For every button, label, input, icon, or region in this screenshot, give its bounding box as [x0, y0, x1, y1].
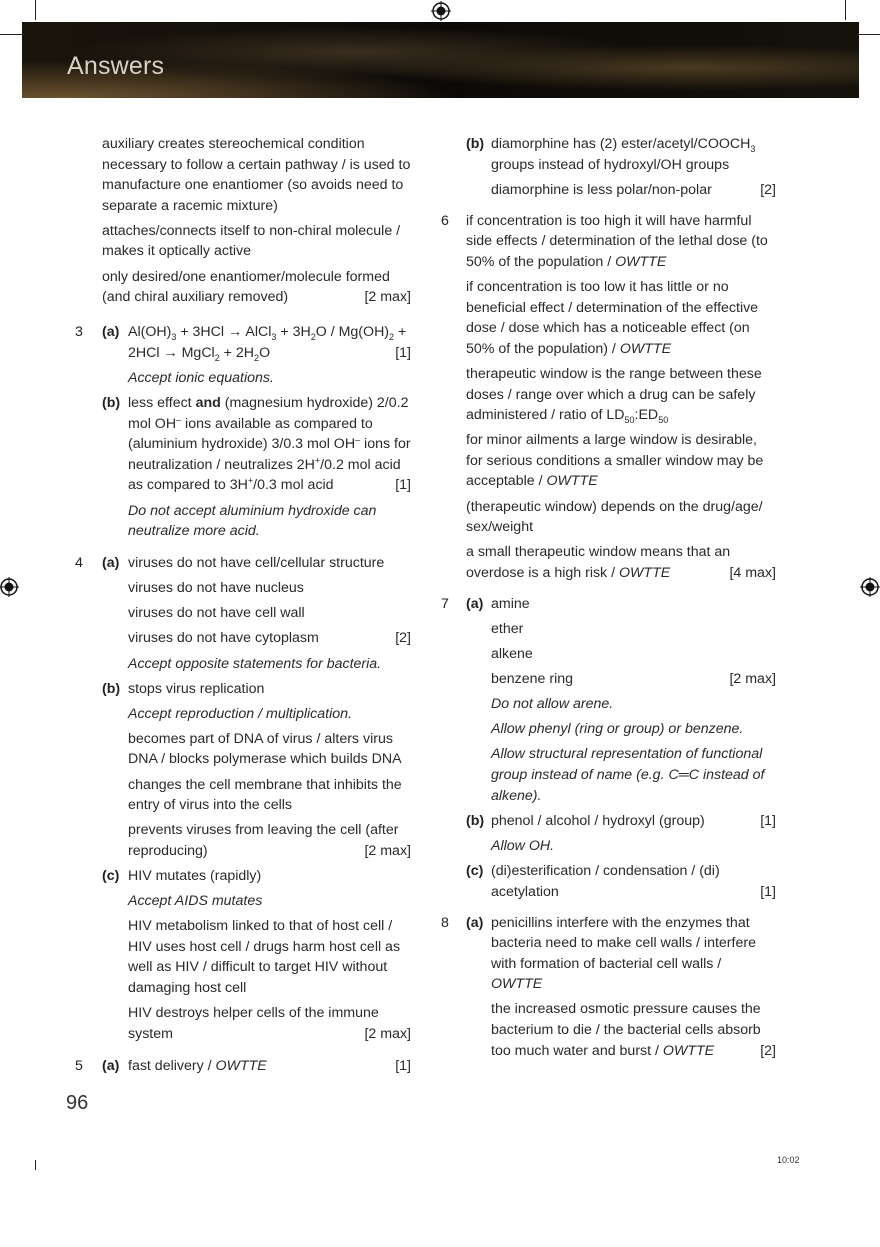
question-number: 8	[441, 914, 449, 931]
answer-item	[466, 180, 776, 201]
answer-text	[491, 861, 776, 902]
answer-item	[102, 820, 411, 861]
answer-note	[466, 694, 776, 715]
mark-label: [1]	[760, 883, 776, 900]
answer-item	[102, 866, 411, 887]
answer-item	[102, 1003, 411, 1044]
text-span: HIV destroys helper cells of the immune system	[128, 1004, 379, 1042]
italic-text: OWTTE	[546, 473, 598, 490]
text-span: ions available as compared to (aluminium hydroxide) 3/0.3 mol OH	[128, 415, 373, 453]
eq-part: Al(OH)	[128, 324, 172, 341]
eq-sub: 3	[171, 332, 177, 343]
sup: –	[355, 434, 361, 445]
bold-text: and	[195, 395, 221, 412]
answer-text	[491, 811, 776, 832]
sub: 3	[750, 143, 756, 154]
question-number: 7	[441, 595, 449, 612]
part-label: (a)	[466, 914, 484, 931]
right-column	[441, 134, 776, 1066]
answer-text: alkene	[491, 646, 533, 663]
text-span: ions for neutralization / neutralizes 2H	[128, 436, 411, 473]
answer-text: (therapeutic window) depends on the drug/age/ sex/weight	[466, 498, 763, 536]
answer-text: HIV metabolism linked to that of host cell / HIV uses host cell / drugs harm host cell as well as HIV / difficult to target HIV without damaging host cell	[128, 918, 401, 996]
eq-part: + 3HCl → AlCl	[176, 324, 272, 341]
part-label: (b)	[102, 395, 121, 412]
note-italic: Do not allow arene.	[491, 696, 614, 713]
answer-item	[466, 861, 776, 902]
part-label: (b)	[466, 812, 485, 829]
answer-text	[128, 820, 411, 861]
note-italic: Accept reproduction / multiplication.	[128, 705, 352, 722]
answer-note	[102, 704, 411, 725]
eq-sub: 2	[254, 352, 260, 363]
eq-sub: 2	[214, 352, 220, 363]
question-number: 5	[75, 1057, 83, 1074]
answer-text	[466, 430, 776, 492]
answer-text: viruses do not have cell/cellular structure	[128, 555, 385, 572]
answer-text	[466, 364, 776, 426]
crop-mark	[845, 0, 846, 20]
answer-item	[466, 644, 776, 665]
answer-text	[491, 999, 776, 1061]
text-span: if concentration is too low it has little or no beneficial effect / determination of the effective dose / dose which has a noticeable effect (on 50% of the population) /	[466, 279, 759, 357]
text-span: phenol / alcohol / hydroxyl (group)	[491, 812, 705, 829]
note-text	[128, 654, 411, 675]
text-span: benzene ring	[491, 671, 574, 688]
note-text	[491, 694, 776, 715]
italic-text: OWTTE	[615, 253, 667, 270]
question-7	[441, 594, 776, 615]
text-span: viruses do not have cytoplasm	[128, 630, 319, 647]
question-6	[441, 211, 776, 273]
answer-note	[102, 891, 411, 912]
italic-text: OWTTE	[618, 564, 671, 581]
answer-item	[102, 578, 411, 599]
answer-text: becomes part of DNA of virus / alters virus DNA / blocks polymerase which builds DNA	[128, 730, 402, 768]
answer-text	[466, 542, 776, 583]
text-span: therapeutic window is the range between these doses / range over which a drug can be safely administered / ratio of LD	[466, 365, 762, 424]
answer-item	[102, 679, 411, 700]
answer-text: stops virus replication	[128, 680, 265, 697]
text-span: penicillins interfere with the enzymes that bacteria need to make cell walls / interfere with formation of bacterial cell walls /	[491, 914, 756, 972]
answer-text	[491, 913, 776, 995]
sub: 50	[658, 414, 669, 425]
mark-label: [1]	[760, 812, 776, 829]
note-text	[491, 836, 776, 857]
part-label: (c)	[466, 862, 484, 879]
answer-text: changes the cell membrane that inhibits the entry of virus into the cells	[128, 776, 402, 814]
text-span: if concentration is too high it will have harmful side effects / determination of the lethal dose (to 50% of the population /	[466, 212, 768, 270]
answer-item	[102, 603, 411, 624]
answer-text	[491, 669, 776, 690]
eq-sub: 2	[310, 332, 316, 343]
question-number: 6	[441, 212, 449, 229]
mark-label: [1]	[395, 344, 411, 361]
answer-item	[466, 277, 776, 359]
mark-label: [2 max]	[729, 671, 776, 688]
text-span: less effect	[128, 395, 196, 412]
answer-text	[491, 180, 776, 201]
note-text	[128, 891, 411, 912]
mark-label: [1]	[395, 1057, 411, 1074]
sup: +	[314, 455, 321, 466]
text-span: fast delivery /	[128, 1057, 216, 1074]
answer-text: auxiliary creates stereochemical condition necessary to follow a certain pathway / is used to manufacture one enantiomer (so avoids need to separate a racemic mixture)	[102, 136, 411, 214]
note-italic: Accept ionic equations.	[128, 369, 274, 386]
eq-sub: 2	[389, 332, 395, 343]
italic-text: OWTTE	[491, 976, 543, 993]
answer-text	[102, 267, 411, 308]
part-label: (a)	[102, 1057, 120, 1074]
note-italic: Do not accept aluminium hydroxide can neutralize more acid.	[128, 502, 377, 540]
answer-item	[466, 364, 776, 426]
part-label: (b)	[102, 680, 121, 697]
note-italic: Allow OH.	[491, 837, 555, 854]
text-span: :ED	[634, 407, 659, 424]
answer-note	[466, 719, 776, 740]
answer-text	[128, 1003, 411, 1044]
spacer	[102, 1049, 411, 1056]
answer-item	[466, 542, 776, 583]
answer-item	[466, 669, 776, 690]
question-number: 4	[75, 555, 83, 572]
answer-text	[128, 628, 411, 649]
answer-text	[128, 1056, 411, 1077]
text-span: /0.2 mol acid as compared to 3H	[128, 456, 401, 494]
text-span: for minor ailments a large window is desirable, for serious conditions a smaller window may be acceptable /	[466, 432, 764, 490]
mark-label: [2]	[760, 1042, 776, 1059]
note-text	[128, 704, 411, 725]
note-text	[128, 501, 411, 542]
page-number: 96	[66, 1092, 89, 1114]
crop-mark	[0, 34, 22, 35]
crop-mark	[35, 0, 36, 20]
equation	[128, 322, 411, 363]
mark-label: [2 max]	[364, 1025, 411, 1042]
mark-label: [4 max]	[729, 564, 776, 581]
footer-timestamp: 10:02	[777, 1155, 800, 1165]
text-span: diamorphine is less polar/non-polar	[491, 181, 712, 198]
answer-text-span: only desired/one enantiomer/molecule formed (and chiral auxiliary removed)	[102, 268, 390, 306]
left-column	[75, 134, 411, 1081]
answer-item	[466, 619, 776, 640]
answer-note	[466, 836, 776, 857]
italic-text: OWTTE	[619, 340, 672, 357]
mark-label: [2 max]	[364, 842, 411, 859]
note-text	[128, 368, 411, 389]
text-span: groups instead of hydroxyl/OH groups	[491, 156, 730, 173]
note-italic: Allow phenyl (ring or group) or benzene.	[491, 721, 744, 738]
part-label: (c)	[102, 867, 120, 884]
note-italic: Accept AIDS mutates	[128, 893, 263, 909]
mark-label: [2 max]	[364, 289, 411, 306]
spacer	[102, 546, 411, 553]
italic-text: OWTTE	[662, 1042, 715, 1059]
eq-part: + 2HCl → MgCl	[128, 324, 407, 361]
mark-label: [2]	[395, 630, 411, 647]
note-italic: Allow structural representation of functional group instead of name (e.g. C═C instead of alkene).	[491, 746, 765, 804]
answer-item	[466, 999, 776, 1061]
part-label: (a)	[102, 555, 120, 572]
text-span: (magnesium hydroxide) 2/0.2 mol OH	[128, 395, 409, 432]
text-span: prevents viruses from leaving the cell (after reproducing)	[128, 822, 399, 859]
answer-item	[466, 430, 776, 492]
answer-q2-continued	[102, 134, 411, 216]
text-span: /0.3 mol acid	[253, 477, 334, 494]
answer-text: HIV mutates (rapidly)	[128, 867, 262, 884]
answer-text: viruses do not have cell wall	[128, 605, 305, 622]
answer-note	[102, 654, 411, 675]
part-label: (a)	[466, 595, 484, 612]
crop-mark	[35, 1160, 36, 1170]
italic-text: OWTTE	[215, 1057, 267, 1074]
question-5b	[466, 134, 776, 175]
answer-note	[102, 368, 411, 389]
sup: +	[247, 475, 254, 486]
part-label: (a)	[102, 324, 120, 341]
answer-text	[466, 277, 776, 359]
answer-note	[102, 501, 411, 542]
header-banner	[22, 22, 859, 98]
registration-mark-icon	[431, 1, 451, 21]
answer-text	[466, 211, 776, 273]
eq-part: + 3H	[276, 324, 311, 341]
question-number: 3	[75, 324, 83, 341]
answer-item	[102, 916, 411, 998]
answer-item	[102, 775, 411, 816]
page-title: Answers	[67, 52, 165, 80]
answer-item	[102, 628, 411, 649]
question-4	[75, 553, 411, 574]
mark-label: [1]	[395, 477, 411, 494]
note-text	[491, 744, 776, 806]
note-italic: Accept opposite statements for bacteria.	[128, 655, 382, 672]
answer-text: viruses do not have nucleus	[128, 580, 304, 597]
answer-item	[102, 221, 411, 262]
part-label: (b)	[466, 136, 485, 152]
answer-item	[466, 497, 776, 538]
answer-text: amine	[491, 595, 530, 612]
question-3	[75, 322, 411, 363]
eq-part: O / Mg(OH)	[315, 324, 390, 341]
note-text	[491, 719, 776, 740]
spacer	[102, 312, 411, 322]
answer-item	[102, 267, 411, 308]
answer-item	[466, 811, 776, 832]
answer-item	[102, 729, 411, 770]
registration-mark-icon	[860, 577, 880, 597]
answer-note	[466, 744, 776, 806]
answer-item	[102, 393, 411, 496]
question-5	[75, 1056, 411, 1077]
answer-text	[128, 393, 411, 496]
text-span: (di)esterification / condensation / (di) acetylation	[491, 862, 720, 900]
text-span: the increased osmotic pressure causes the bacterium to die / the bacterial cells absorb too much water and burst /	[491, 1001, 761, 1059]
answer-text: attaches/connects itself to non-chiral molecule / makes it optically active	[102, 222, 401, 260]
answer-text	[491, 134, 776, 175]
sub: 50	[624, 414, 635, 425]
eq-sub: 3	[271, 332, 277, 343]
eq-part: O	[259, 344, 271, 361]
crop-mark	[858, 34, 880, 35]
question-8	[441, 913, 776, 995]
text-span: diamorphine has (2) ester/acetyl/COOCH	[491, 136, 751, 152]
sup: –	[176, 413, 182, 424]
answer-text: ether	[491, 620, 524, 637]
text-span: a small therapeutic window means that an overdose is a high risk /	[466, 544, 731, 581]
eq-part: + 2H	[219, 344, 255, 361]
mark-label: [2]	[760, 181, 776, 198]
registration-mark-icon	[0, 577, 19, 597]
